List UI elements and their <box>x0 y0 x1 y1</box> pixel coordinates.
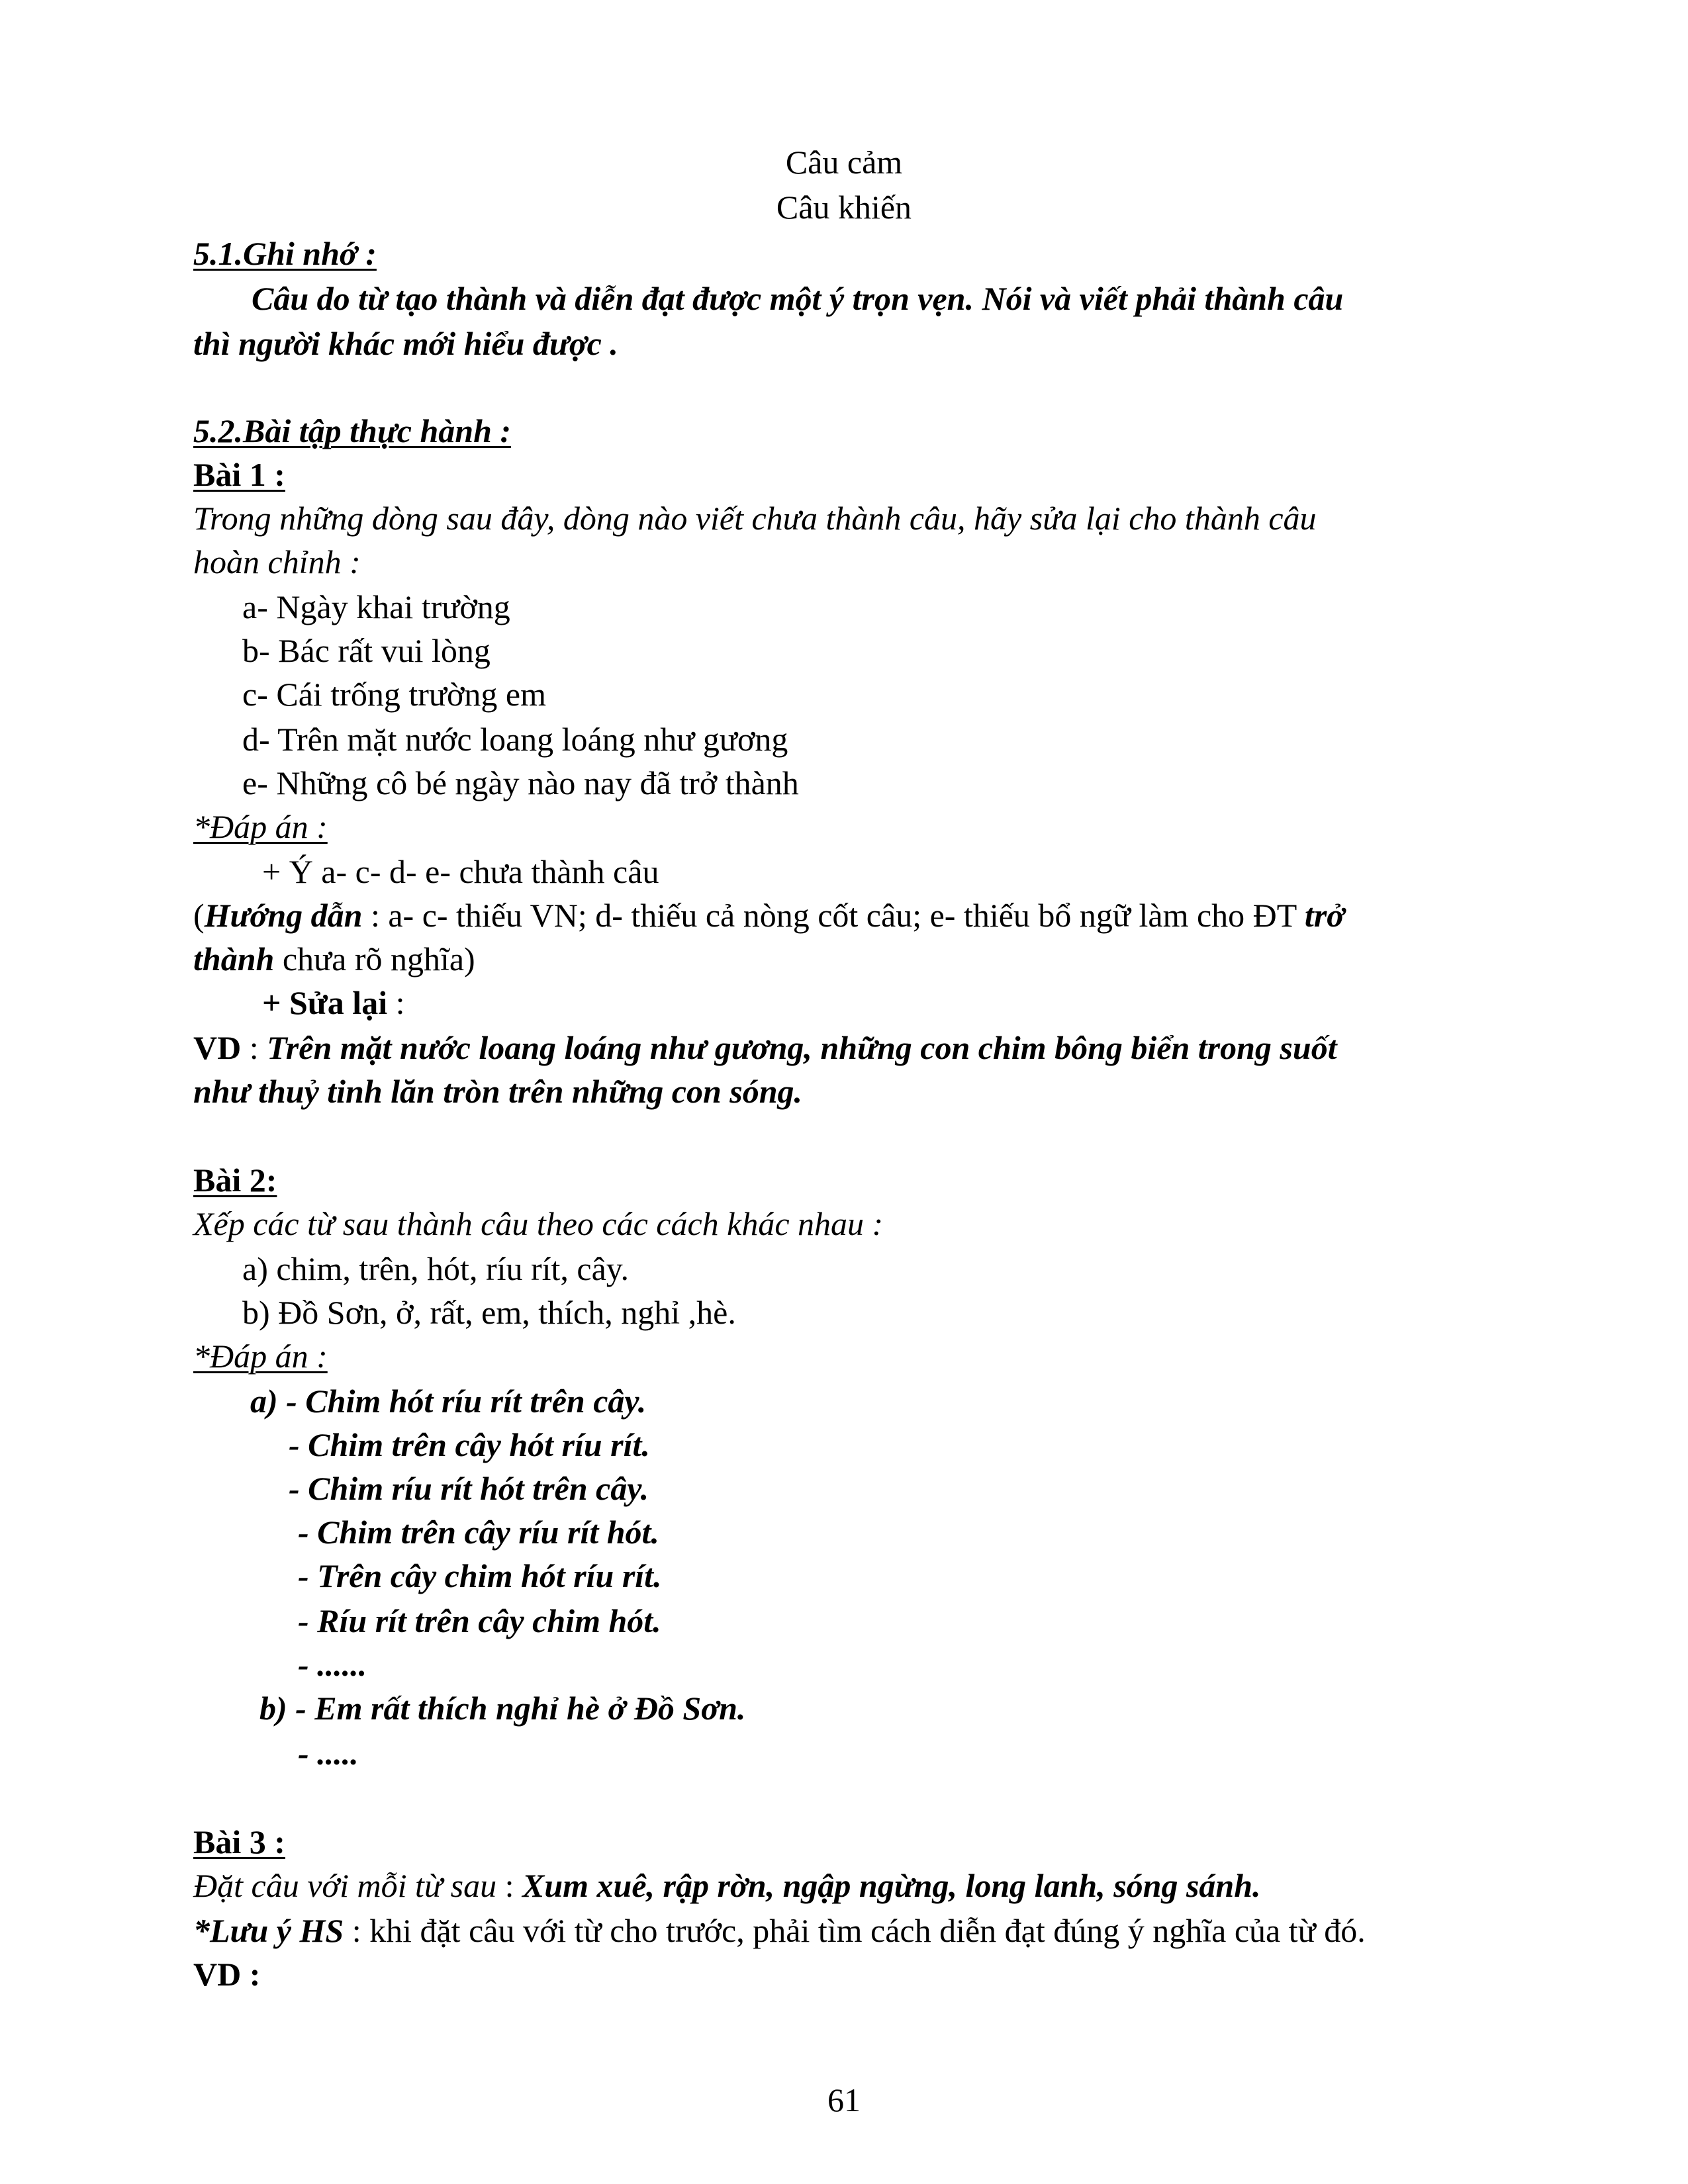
fix-label: + Sửa lại <box>262 984 388 1021</box>
exercise-2-answer-label: *Đáp án : <box>193 1338 328 1375</box>
guide-emphasis-thanh: thành <box>193 940 275 978</box>
section-5-2-heading <box>193 409 511 453</box>
exercise-3-note-text: : khi đặt câu với từ cho trước, phải tìm cách diễn đạt đúng ý nghĩa của từ đó. <box>344 1912 1366 1949</box>
exercise-2-answer: - ...... <box>298 1646 367 1683</box>
exercise-1-item: b- Bác rất vui lòng <box>242 632 491 669</box>
exercise-1-item: e- Những cô bé ngày nào nay đã trở thành <box>242 764 799 801</box>
exercise-1-item: d- Trên mặt nước loang loáng như gương <box>242 721 788 758</box>
exercise-1-answer-line: + Ý a- c- d- e- chưa thành câu <box>262 853 659 890</box>
guide-text: : a- c- thiếu VN; d- thiếu cả nòng cốt câu; e- thiếu bổ ngữ làm cho ĐT <box>362 897 1305 934</box>
header-line-2: Câu khiến <box>776 189 912 226</box>
exercise-2-answer: - Chim trên cây hót ríu rít. <box>289 1426 650 1463</box>
exercise-3-example-label: VD : <box>193 1956 261 1993</box>
exercise-2-item: b) Đồ Sơn, ở, rất, em, thích, nghỉ ,hè. <box>242 1294 736 1331</box>
exercise-1-fix-line <box>262 981 405 1024</box>
section-5-2-title: Bài tập thực hành : <box>243 412 512 449</box>
guide-label: Hướng dẫn <box>204 897 363 934</box>
guide-emphasis-tro: trở <box>1304 897 1345 934</box>
exercise-3-prompt-line <box>193 1864 1261 1907</box>
page-number: 61 <box>827 2081 861 2118</box>
section-5-1-text-line-2: thì người khác mới hiểu được . <box>193 325 618 362</box>
section-5-2-number: 5.2. <box>193 412 243 449</box>
exercise-2-label: Bài 2: <box>193 1161 277 1199</box>
guide-text-2: chưa rõ nghĩa) <box>274 940 475 978</box>
exercise-3-note-line <box>193 1909 1366 1952</box>
section-5-1-heading <box>193 232 377 275</box>
exercise-2-answer: a) - Chim hót ríu rít trên cây. <box>250 1383 647 1420</box>
exercise-1-answer-label: *Đáp án : <box>193 808 328 845</box>
fix-colon: : <box>387 984 405 1021</box>
example-text-1: Trên mặt nước loang loáng như gương, những con chim bông biển trong suốt <box>267 1029 1337 1066</box>
exercise-1-item: a- Ngày khai trường <box>242 588 510 625</box>
exercise-2-prompt: Xếp các từ sau thành câu theo các cách khác nhau : <box>193 1205 884 1242</box>
section-5-1-text-line-1: Câu do từ tạo thành và diễn đạt được một ý trọn vẹn. Nói và viết phải thành câu <box>252 280 1344 317</box>
exercise-1-item: c- Cái trống trường em <box>242 676 546 713</box>
exercise-2-item: a) chim, trên, hót, ríu rít, cây. <box>242 1250 630 1287</box>
exercise-1-prompt-line-1: Trong những dòng sau đây, dòng nào viết chưa thành câu, hãy sửa lại cho thành câu <box>193 500 1317 537</box>
exercise-3-words: Xum xuê, rập rờn, ngập ngừng, long lanh, sóng sánh. <box>522 1867 1261 1904</box>
exercise-1-guide-line-1 <box>193 893 1344 937</box>
exercise-1-prompt-line-2: hoàn chỉnh : <box>193 543 361 580</box>
exercise-1-example-line-1 <box>193 1026 1337 1069</box>
example-colon: : <box>241 1029 267 1066</box>
guide-open-paren: ( <box>193 897 205 934</box>
example-label: VD <box>193 1029 242 1066</box>
exercise-3-label: Bài 3 : <box>193 1823 285 1860</box>
exercise-2-answer: - ..... <box>298 1735 359 1772</box>
section-5-1-title: Ghi nhớ : <box>243 235 377 272</box>
header-line-1: Câu cảm <box>785 144 903 181</box>
exercise-2-answer: - Chim trên cây ríu rít hót. <box>298 1514 659 1551</box>
exercise-3-note-label: *Lưu ý HS <box>193 1912 344 1949</box>
exercise-1-guide-line-2 <box>193 937 475 981</box>
exercise-2-answer: b) - Em rất thích nghỉ hè ở Đồ Sơn. <box>259 1690 746 1727</box>
exercise-1-label: Bài 1 : <box>193 456 285 493</box>
exercise-2-answer: - Ríu rít trên cây chim hót. <box>298 1602 661 1639</box>
exercise-2-answer: - Chim ríu rít hót trên cây. <box>289 1470 649 1507</box>
exercise-3-prompt-colon: : <box>496 1867 522 1904</box>
exercise-2-answer: - Trên cây chim hót ríu rít. <box>298 1557 662 1594</box>
exercise-3-prompt: Đặt câu với mỗi từ sau <box>193 1867 497 1904</box>
section-5-1-number: 5.1. <box>193 235 243 272</box>
exercise-1-example-line-2: như thuỷ tinh lăn tròn trên những con sóng. <box>193 1073 803 1110</box>
